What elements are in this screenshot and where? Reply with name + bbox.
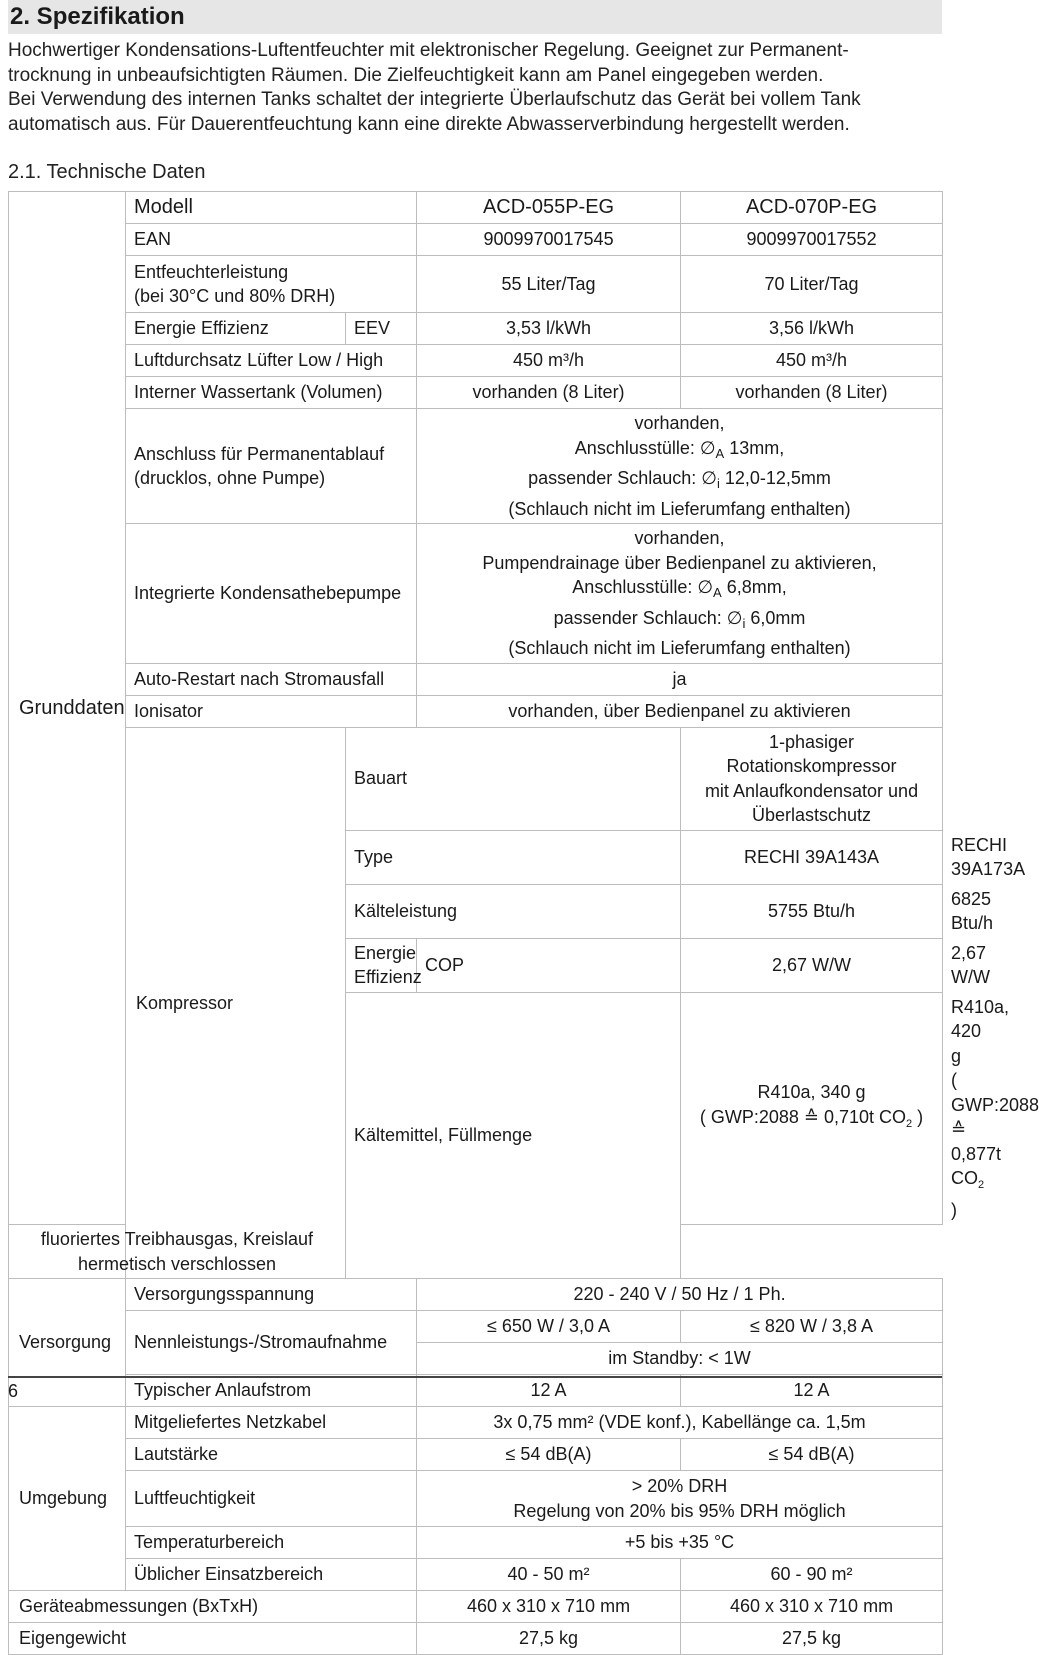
text: 13mm, — [724, 437, 785, 458]
row-label: Kältemittel, Füllmenge — [346, 992, 681, 1279]
cell-note: im Standby: < 1W — [417, 1343, 943, 1375]
row-label: Üblicher Einsatzbereich — [126, 1559, 417, 1591]
row-label: Temperaturbereich — [126, 1527, 417, 1559]
label-line: Anschluss für Permanentablauf — [134, 443, 385, 464]
label-line: (bei 30°C und 80% DRH) — [134, 286, 336, 306]
subscript: i — [716, 476, 720, 491]
table-row — [9, 695, 943, 727]
intro-line: automatisch aus. Für Dauerentfeuchtung kann eine direkte Abwasserverbindung hergestellt werden. — [8, 113, 850, 135]
group-grunddaten: Grunddaten — [9, 192, 126, 1225]
cell-value: 60 - 90 m² — [681, 1559, 943, 1591]
table-row — [9, 409, 943, 524]
cell-value: 27,5 kg — [417, 1623, 681, 1655]
row-label: Geräteabmessungen (BxTxH) — [9, 1591, 417, 1623]
cell-value: 12 A — [417, 1375, 681, 1407]
cell-value: vorhanden (8 Liter) — [681, 377, 943, 409]
table-row — [9, 1407, 943, 1439]
table-row — [9, 1375, 943, 1407]
table-row — [9, 1439, 943, 1471]
value-line: (Schlauch nicht im Lieferumfang enthalten) — [508, 498, 851, 519]
cell-value — [417, 409, 943, 524]
row-label — [126, 256, 417, 313]
row-label: Type — [346, 830, 681, 884]
cell-value — [681, 727, 943, 830]
table-row: Kältemittel, Füllmenge R410a, 340 g ( GWP:2088 ≙ 0,710t $CO_2$ ) R410a, 420 g ( GWP:2088 ≙ 0,877t $CO_2$ ) — [9, 992, 943, 1225]
row-label: Nennleistungs-/Stromaufnahme — [126, 1311, 417, 1375]
value-line: Pumpendrainage über Bedienpanel zu aktivieren, — [482, 552, 877, 573]
cell-value: +5 bis +35 °C — [417, 1527, 943, 1559]
cell-value: vorhanden (8 Liter) — [417, 377, 681, 409]
value-line: vorhanden, — [634, 528, 725, 548]
table-row — [9, 1527, 943, 1559]
cell-value: vorhanden, über Bedienpanel zu aktivieren — [417, 695, 943, 727]
cell-value: 2,67 W/W — [681, 938, 943, 992]
group-kompressor: Kompressor — [126, 727, 346, 1279]
model-2: ACD-070P-EG — [681, 192, 943, 224]
text: Anschlusstülle: ∅ — [574, 437, 716, 458]
value-line — [425, 466, 934, 497]
cell-value: 9009970017552 — [681, 224, 943, 256]
value-line — [425, 606, 934, 637]
value-line: Regelung von 20% bis 95% DRH möglich — [513, 1500, 846, 1521]
footer-divider — [8, 1376, 942, 1378]
row-label: Energie Effizienz — [346, 938, 417, 992]
cell-value: 40 - 50 m² — [417, 1559, 681, 1591]
cell-value: ≤ 820 W / 3,8 A — [681, 1311, 943, 1343]
table-row — [9, 524, 943, 664]
text: ) — [951, 1199, 958, 1220]
cell-value — [417, 524, 943, 664]
group-umgebung: Umgebung — [9, 1407, 126, 1591]
intro-text — [8, 39, 948, 137]
cell-value: ja — [417, 663, 943, 695]
row-label: Eigengewicht — [9, 1623, 417, 1655]
row-label — [126, 409, 417, 524]
cell-value: 450 m³/h — [417, 345, 681, 377]
cell-value: 3,56 l/kWh — [681, 313, 943, 345]
row-label: Integrierte Kondensathebepumpe — [126, 524, 417, 664]
cell-note: fluoriertes Treibhausgas, Kreislauf hermetisch verschlossen — [9, 1225, 346, 1279]
row-label: EAN — [126, 224, 417, 256]
text: passender Schlauch: ∅ — [553, 607, 743, 628]
row-label: Auto-Restart nach Stromausfall — [126, 663, 417, 695]
table-row — [9, 345, 943, 377]
text: 12,0-12,5mm — [719, 468, 831, 488]
text: passender Schlauch: ∅ — [528, 468, 717, 488]
cell-value: 27,5 kg — [681, 1623, 943, 1655]
table-row: Kälteleistung 5755 Btu/h 6825 Btu/h — [9, 884, 943, 938]
cell-value — [681, 992, 943, 1225]
value-line — [425, 436, 934, 467]
cell-value: 450 m³/h — [681, 345, 943, 377]
row-label: Typischer Anlaufstrom — [126, 1375, 417, 1407]
table-row — [9, 1623, 943, 1655]
cell-value: RECHI 39A143A — [681, 830, 943, 884]
row-label: Luftdurchsatz Lüfter Low / High — [126, 345, 417, 377]
value-line: R410a, 340 g — [757, 1082, 866, 1103]
cell-value: ≤ 54 dB(A) — [417, 1439, 681, 1471]
cell-value — [417, 1471, 943, 1527]
table-row — [9, 1279, 943, 1311]
page-number: 6 — [8, 1381, 19, 1401]
subsection-title: 2.1. Technische Daten — [8, 161, 206, 183]
cell-value: 460 x 310 x 710 mm — [681, 1591, 943, 1623]
row-label: Ionisator — [126, 695, 417, 727]
value-line: mit Anlaufkondensator und Überlastschutz — [704, 780, 919, 825]
text: 6,8mm, — [721, 577, 787, 597]
value-line: vorhanden, — [634, 413, 725, 433]
value-line — [689, 1105, 934, 1137]
subscript: 2 — [906, 1117, 913, 1130]
row-label: Lautstärke — [126, 1439, 417, 1471]
subscript: i — [742, 615, 746, 631]
table-row: Type RECHI 39A143A RECHI 39A173A — [9, 830, 943, 884]
cell-value: 9009970017545 — [417, 224, 681, 256]
label-line: (drucklos, ohne Pumpe) — [134, 468, 326, 488]
table-row — [9, 1471, 943, 1527]
section-title: 2. Spezifikation — [8, 0, 942, 34]
row-label: Mitgeliefertes Netzkabel — [126, 1407, 417, 1439]
group-versorgung: Versorgung — [9, 1279, 126, 1407]
intro-line: Hochwertiger Kondensations-Luftentfeuchter mit elektronischer Regelung. Geeignet zur Permanent- — [8, 40, 849, 61]
row-unit: EEV — [346, 313, 417, 345]
table-row — [9, 192, 943, 224]
cell-value: 3x 0,75 mm² (VDE konf.), Kabellänge ca. 1,5m — [417, 1407, 943, 1439]
subscript: 2 — [978, 1179, 985, 1191]
row-label: Energie Effizienz — [126, 313, 346, 345]
table-row: Energie Effizienz COP 2,67 W/W 2,67 W/W — [9, 938, 943, 992]
label-line: Entfeuchterleistung — [134, 261, 289, 282]
text: Anschlusstülle: ∅ — [572, 577, 714, 597]
cell-value: ≤ 54 dB(A) — [681, 1439, 943, 1471]
value-line: > 20% DRH — [631, 1476, 728, 1496]
model-1: ACD-055P-EG — [417, 192, 681, 224]
row-label: Kälteleistung — [346, 884, 681, 938]
cell-value: 5755 Btu/h — [681, 884, 943, 938]
table-row — [9, 224, 943, 256]
row-label: Bauart — [346, 727, 681, 830]
cell-value: 55 Liter/Tag — [417, 256, 681, 313]
table-row — [9, 1591, 943, 1623]
row-label: Versorgungsspannung — [126, 1279, 417, 1311]
cell-value: 3,53 l/kWh — [417, 313, 681, 345]
table-row — [9, 313, 943, 345]
intro-line: Bei Verwendung des internen Tanks schaltet der integrierte Überlaufschutz das Gerät bei vollem Tank — [8, 89, 861, 110]
row-label: Interner Wassertank (Volumen) — [126, 377, 417, 409]
row-unit: COP — [417, 938, 681, 992]
cell-value: ≤ 650 W / 3,0 A — [417, 1311, 681, 1343]
cell-value: 12 A — [681, 1375, 943, 1407]
cell-value: 70 Liter/Tag — [681, 256, 943, 313]
table-row — [9, 256, 943, 313]
value-line: (Schlauch nicht im Lieferumfang enthalten) — [508, 638, 851, 658]
text: ) — [912, 1106, 924, 1127]
table-row — [9, 663, 943, 695]
text: ( GWP:2088 ≙ 0,877t CO — [951, 1070, 1039, 1188]
table-row — [9, 727, 943, 830]
text: 6,0mm — [745, 607, 806, 628]
table-row — [9, 1559, 943, 1591]
subscript: A — [715, 445, 725, 461]
table-row — [9, 1311, 943, 1343]
row-label: Luftfeuchtigkeit — [126, 1471, 417, 1527]
row-label: Modell — [126, 192, 417, 224]
table-row — [9, 377, 943, 409]
cell-value: 220 - 240 V / 50 Hz / 1 Ph. — [417, 1279, 943, 1311]
value-line — [425, 575, 934, 606]
subscript: A — [713, 585, 722, 600]
intro-line: trocknung in unbeaufsichtigten Räumen. Die Zielfeuchtigkeit kann am Panel eingegeben werden. — [8, 64, 824, 86]
cell-value: 460 x 310 x 710 mm — [417, 1591, 681, 1623]
spec-table — [8, 191, 1039, 1655]
value-line: 1-phasiger Rotationskompressor — [726, 731, 897, 776]
text: ( GWP:2088 ≙ 0,710t CO — [699, 1106, 907, 1127]
